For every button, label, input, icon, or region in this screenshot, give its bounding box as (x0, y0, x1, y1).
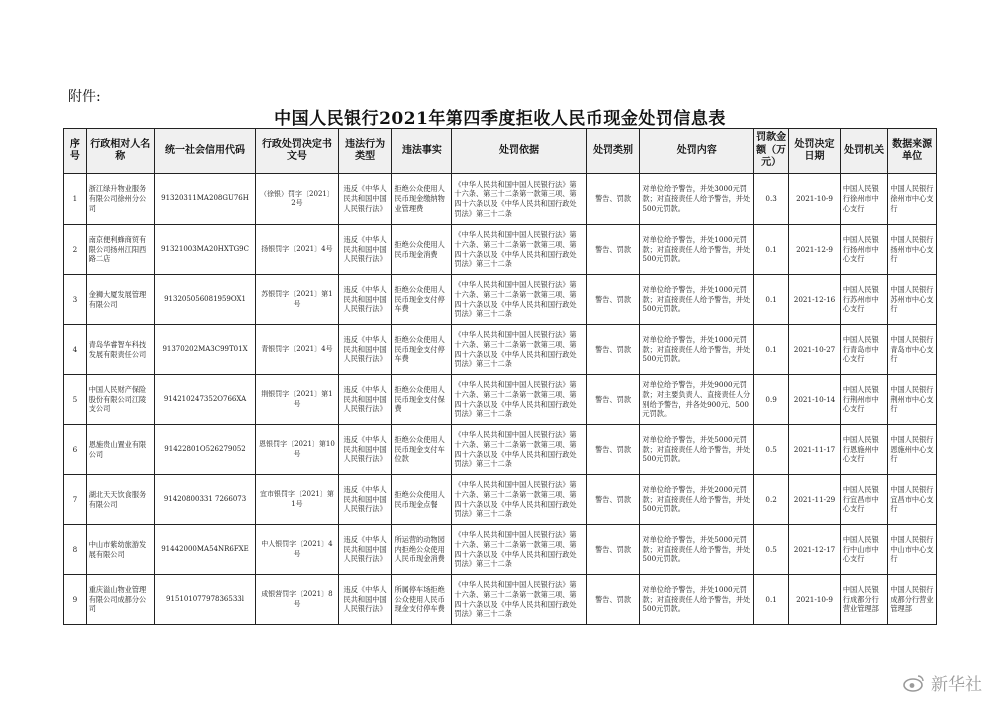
table-cell: 恩施贵山置业有限公司 (86, 425, 154, 475)
table-cell: 违反《中华人民共和国中国人民银行法》 (338, 525, 392, 575)
header-cell: 数据来源单位 (888, 129, 937, 174)
table-row (64, 225, 937, 275)
header-cell: 处罚决定日期 (789, 129, 841, 174)
table-cell: 《中华人民共和国中国人民银行法》第十六条、第三十二条第一款第三项、第四十六条以及《中华人民共和国行政处罚法》第三十二条 (452, 525, 586, 575)
table-cell: 91422801O526279052 (154, 425, 255, 475)
table-cell: 所属停车场拒绝公众使用人民币现金支付停车费 (392, 575, 452, 625)
header-cell: 处罚类别 (586, 129, 640, 174)
table-cell: 中国人民银行苏州市中心支行 (840, 275, 888, 325)
table-row (64, 325, 937, 375)
table-cell: 6 (64, 425, 87, 475)
table-cell: 恩银罚字〔2021〕第10号 (256, 425, 339, 475)
table-cell: 中国人民银行扬州市中心支行 (888, 225, 937, 275)
table-cell: 0.1 (754, 575, 789, 625)
table-cell: 青岛华睿智车科技发展有限责任公司 (86, 325, 154, 375)
table-cell: 0.3 (754, 174, 789, 225)
table-cell: 中国人民银行恩施州中心支行 (840, 425, 888, 475)
table-cell: 对单位给予警告，并处5000元罚款；对直接责任人给予警告，并处500元罚款。 (640, 525, 754, 575)
table-cell: 重庆溢山物业管理有限公司成都分公司 (86, 575, 154, 625)
header-cell: 序号 (64, 129, 87, 174)
table-cell: 警告、罚款 (586, 275, 640, 325)
table-cell: 0.1 (754, 325, 789, 375)
table-cell: 青银罚字〔2021〕4号 (256, 325, 339, 375)
table-cell: 拒绝公众使用人民币现金消费 (392, 225, 452, 275)
table-cell: 2 (64, 225, 87, 275)
table-cell: 警告、罚款 (586, 375, 640, 425)
table-cell: 中国人民银行青岛市中心支行 (840, 325, 888, 375)
table-cell: 2021-11-29 (789, 475, 841, 525)
table-cell: 中人银罚字〔2021〕4号 (256, 525, 339, 575)
table-cell: 0.1 (754, 225, 789, 275)
table-cell: 7 (64, 475, 87, 525)
table-cell: 2021-12-9 (789, 225, 841, 275)
table-cell: 违反《中华人民共和国中国人民银行法》 (338, 425, 392, 475)
table-cell: 8 (64, 525, 87, 575)
table-cell: 拒绝公众使用人民币现金点餐 (392, 475, 452, 525)
table-cell: 中国人民银行宜昌市中心支行 (840, 475, 888, 525)
table-cell: 违反《中华人民共和国中国人民银行法》 (338, 174, 392, 225)
table-cell: 中国人民银行中山市中心支行 (840, 525, 888, 575)
table-cell: 对单位给予警告，并处1000元罚款；对直接责任人给予警告，并处500元罚款。 (640, 325, 754, 375)
header-cell: 统一社会信用代码 (154, 129, 255, 174)
table-cell: 扬银罚字〔2021〕4号 (256, 225, 339, 275)
header-cell: 行政处罚决定书文号 (256, 129, 339, 174)
table-cell: 湖北天天饮食服务有限公司 (86, 475, 154, 525)
table-cell: 违反《中华人民共和国中国人民银行法》 (338, 475, 392, 525)
table-cell: 中国人民银行中山市中心支行 (888, 525, 937, 575)
table-cell: 宜市银罚字〔2021〕第1号 (256, 475, 339, 525)
table-cell: 拒绝公众使用人民币现金缴纳物业管理费 (392, 174, 452, 225)
table-cell: 拒绝公众使用人民币现金支付停车费 (392, 325, 452, 375)
header-cell: 处罚内容 (640, 129, 754, 174)
table-cell: 违反《中华人民共和国中国人民银行法》 (338, 575, 392, 625)
table-cell: 对单位给予警告，并处1000元罚款；对直接责任人给予警告，并处500元罚款。 (640, 225, 754, 275)
table-cell: 所运营的动物园内拒绝公众使用人民币现金消费 (392, 525, 452, 575)
table-row (64, 375, 937, 425)
table-cell: 中国人民银行青岛市中心支行 (888, 325, 937, 375)
table-cell: 913205056081959OX1 (154, 275, 255, 325)
table-cell: 2021-11-17 (789, 425, 841, 475)
table-cell: 违反《中华人民共和国中国人民银行法》 (338, 375, 392, 425)
table-cell: （徐银）罚字〔2021〕2号 (256, 174, 339, 225)
table-cell: 对单位给予警告，并处1000元罚款；对直接责任人给予警告，并处500元罚款。 (640, 275, 754, 325)
table-row (64, 275, 937, 325)
table-cell: 中山市紫幼旅游发展有限公司 (86, 525, 154, 575)
table-cell: 对单位给予警告，并处9000元罚款；对主要负责人、直接责任人分别给予警告，并各处900元、500元罚款。 (640, 375, 754, 425)
table-cell: 成银营罚字〔2021〕8号 (256, 575, 339, 625)
table-cell: 《中华人民共和国中国人民银行法》第十六条、第三十二条第一款第三项、第四十六条以及《中华人民共和国行政处罚法》第三十二条 (452, 475, 586, 525)
watermark-text: 新华社 (931, 675, 982, 695)
table-cell: 违反《中华人民共和国中国人民银行法》 (338, 325, 392, 375)
table-row (64, 575, 937, 625)
table-cell: 拒绝公众使用人民币现金支付保费 (392, 375, 452, 425)
table-cell: 2021-10-27 (789, 325, 841, 375)
table-cell: 2021-10-9 (789, 575, 841, 625)
table-cell: 《中华人民共和国中国人民银行法》第十六条、第三十二条第一款第三项、第四十六条以及《中华人民共和国行政处罚法》第三十二条 (452, 425, 586, 475)
table-cell: 4 (64, 325, 87, 375)
table-cell: 中国人民银行徐州市中心支行 (888, 174, 937, 225)
table-cell: 91370202MA3C99T01X (154, 325, 255, 375)
table-cell: 《中华人民共和国中国人民银行法》第十六条、第三十二条第一款第三项、第四十六条以及《中华人民共和国行政处罚法》第三十二条 (452, 225, 586, 275)
header-cell: 违法行为类型 (338, 129, 392, 174)
table-cell: 警告、罚款 (586, 174, 640, 225)
table-cell: 警告、罚款 (586, 425, 640, 475)
header-cell: 处罚机关 (840, 129, 888, 174)
table-cell: 1 (64, 174, 87, 225)
table-cell: 《中华人民共和国中国人民银行法》第十六条、第三十二条第一款第三项、第四十六条以及《中华人民共和国行政处罚法》第三十二条 (452, 325, 586, 375)
table-cell: 0.5 (754, 425, 789, 475)
table-cell: 中国人民银行荆州市中心支行 (888, 375, 937, 425)
table-row (64, 475, 937, 525)
table-cell: 3 (64, 275, 87, 325)
header-cell: 罚款金额（万元） (754, 129, 789, 174)
table-cell: 中国人民银行成都分行营业管理部 (888, 575, 937, 625)
table-cell: 中国人民银行徐州市中心支行 (840, 174, 888, 225)
table-cell: 91420800331 7266073 (154, 475, 255, 525)
table-header-row (64, 129, 937, 174)
table-cell: 中国人民银行荆州市中心支行 (840, 375, 888, 425)
table-cell: 警告、罚款 (586, 325, 640, 375)
table-cell: 《中华人民共和国中国人民银行法》第十六条、第三十二条第一款第三项、第四十六条以及《中华人民共和国行政处罚法》第三十二条 (452, 575, 586, 625)
table-cell: 91442000MA54NR6FXE (154, 525, 255, 575)
table-cell: 91320311MA208GU76H (154, 174, 255, 225)
penalty-table (63, 128, 937, 625)
table-cell: 2021-12-16 (789, 275, 841, 325)
table-cell: 2021-10-9 (789, 174, 841, 225)
table-cell: 违反《中华人民共和国中国人民银行法》 (338, 275, 392, 325)
table-cell: 中国人民财产保险股份有限公司江陵支公司 (86, 375, 154, 425)
table-row (64, 174, 937, 225)
table-cell: 拒绝公众使用人民币现金支付车位款 (392, 425, 452, 475)
table-cell: 0.1 (754, 275, 789, 325)
table-cell: 91510107797836533l (154, 575, 255, 625)
table-cell: 2021-12-17 (789, 525, 841, 575)
table-cell: 0.2 (754, 475, 789, 525)
table-cell: 《中华人民共和国中国人民银行法》第十六条、第三十二条第一款第三项、第四十六条以及《中华人民共和国行政处罚法》第三十二条 (452, 375, 586, 425)
table-cell: 0.9 (754, 375, 789, 425)
table-cell: 中国人民银行宜昌市中心支行 (888, 475, 937, 525)
table-cell: 对单位给予警告，并处2000元罚款；对直接责任人给予警告，并处500元罚款。 (640, 475, 754, 525)
table-cell: 警告、罚款 (586, 225, 640, 275)
table-cell: 荆银罚字〔2021〕第1号 (256, 375, 339, 425)
table-cell: 中国人民银行成都分行营业管理部 (840, 575, 888, 625)
table-cell: 警告、罚款 (586, 575, 640, 625)
table-cell: 拒绝公众使用人民币现金支付停车费 (392, 275, 452, 325)
table-cell: 警告、罚款 (586, 525, 640, 575)
table-cell: 2021-10-14 (789, 375, 841, 425)
table-cell: 中国人民银行恩施州中心支行 (888, 425, 937, 475)
header-cell: 违法事实 (392, 129, 452, 174)
table-row (64, 525, 937, 575)
table-cell: 91321003MA20HXTG9C (154, 225, 255, 275)
table-cell: 914210247352O766XA (154, 375, 255, 425)
table-cell: 对单位给予警告，并处3000元罚款；对直接责任人给予警告，并处500元罚款。 (640, 174, 754, 225)
table-cell: 金狮大厦发展管理有限公司 (86, 275, 154, 325)
header-cell: 行政相对人名称 (86, 129, 154, 174)
table-cell: 对单位给予警告，并处1000元罚款；对直接责任人给予警告，并处500元罚款。 (640, 575, 754, 625)
table-cell: 9 (64, 575, 87, 625)
weibo-icon (903, 674, 925, 692)
table-cell: 苏银罚字〔2021〕第1号 (256, 275, 339, 325)
document-title: 中国人民银行2021年第四季度拒收人民币现金处罚信息表 (274, 109, 726, 129)
table-cell: 《中华人民共和国中国人民银行法》第十六条、第三十二条第一款第三项、第四十六条以及《中华人民共和国行政处罚法》第三十二条 (452, 275, 586, 325)
table-cell: 警告、罚款 (586, 475, 640, 525)
table-cell: 浙江绿升物业服务有限公司徐州分公司 (86, 174, 154, 225)
table-cell: 中国人民银行扬州市中心支行 (840, 225, 888, 275)
attachment-label: 附件: (68, 89, 101, 105)
table-cell: 5 (64, 375, 87, 425)
table-cell: 中国人民银行苏州市中心支行 (888, 275, 937, 325)
table-cell: 南京便利蜂商贸有限公司扬州江阳西路二店 (86, 225, 154, 275)
header-cell: 处罚依据 (452, 129, 586, 174)
xinhua-watermark (903, 670, 982, 695)
table-row (64, 425, 937, 475)
table-cell: 违反《中华人民共和国中国人民银行法》 (338, 225, 392, 275)
table-cell: 对单位给予警告，并处5000元罚款；对直接责任人给予警告，并处500元罚款。 (640, 425, 754, 475)
table-cell: 《中华人民共和国中国人民银行法》第十六条、第三十二条第一款第三项、第四十六条以及《中华人民共和国行政处罚法》第三十二条 (452, 174, 586, 225)
table-cell: 0.5 (754, 525, 789, 575)
